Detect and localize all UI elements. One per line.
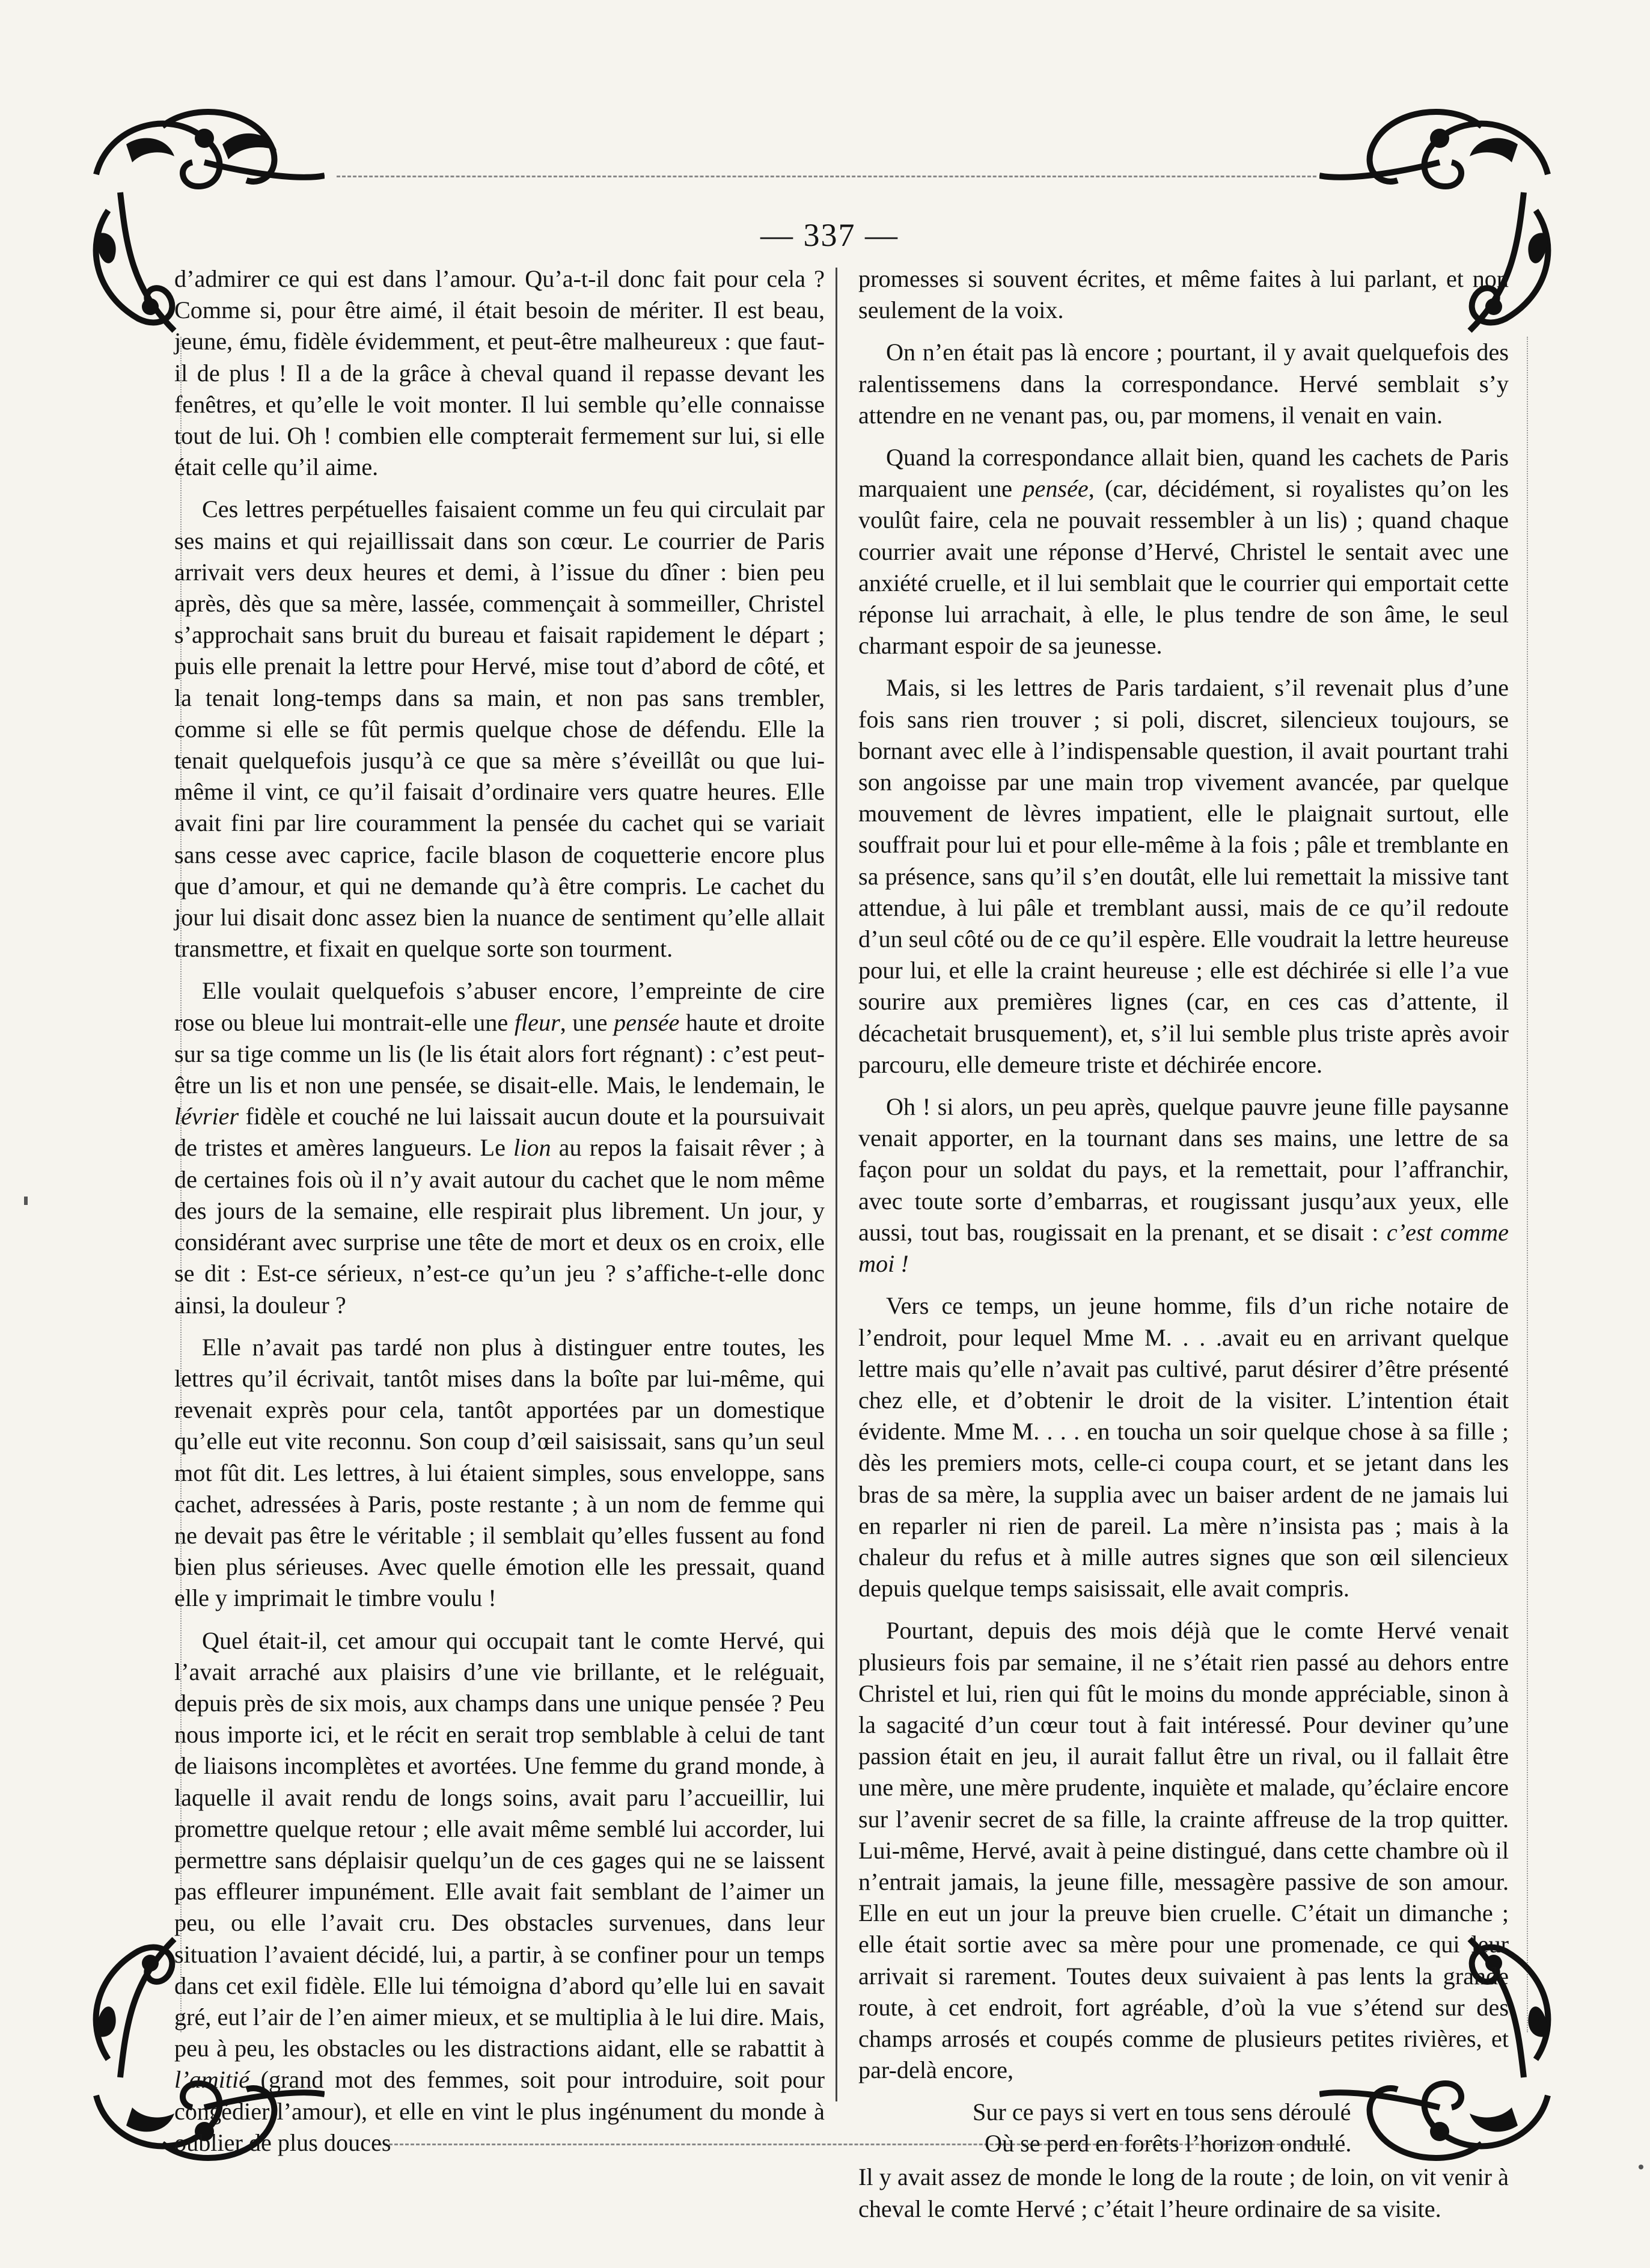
scan-speck — [24, 1197, 28, 1205]
paragraph: Oh ! si alors, un peu après, quelque pauvre jeune fille paysanne venait apporter, en la tournant dans ses mains, une lettre de sa façon pour un soldat du pays, et la remettait, pour l’affranchir, avec toute sorte d’embarras, et rougissant jusqu’aux yeux, elle aussi, tout bas, rougissait en la prenant, et se disait : c’est comme moi ! — [858, 1093, 1509, 1278]
left-column — [174, 263, 825, 2169]
paragraph: Mais, si les lettres de Paris tardaient, s’il revenait plus d’une fois sans rien trouver ; si poli, discret, silencieux toujours, se bornant avec elle à l’indispensable question, il avait pourtant trahi son angoisse par une main trop vivement avancée, par quelque mouvement de lèvres impatient, elle le plaignait surtout, elle souffrait pour lui et pour elle-même à la fois ; pâle et tremblante en sa présence, sans qu’il s’en doutât, elle lui remettait la missive tant attendue, à lui pâle et tremblant aussi, mais de ce qu’il redoute d’un seul côté ou de ce qu’il espère. Elle voudrait la lettre heureuse pour lui, et elle la craint heureuse ; elle est déchirée si elle l’a vue sourire aux premières lignes (car, en ces cas d’attente, il décachetait brusquement), et, s’il lui semble plus triste après avoir parcouru, elle demeure triste et déchirée encore. — [858, 674, 1509, 1078]
paragraph: Elle n’avait pas tardé non plus à distinguer entre toutes, les lettres qu’il écrivait, tantôt mises dans la boîte par lui-même, qui revenait exprès pour cela, tantôt apportées par un domestique qu’elle eut vite reconnu. Son coup d’œil saisissait, sans qu’un seul mot fût dit. Les lettres, à lui étaient simples, sous enveloppe, sans cachet, adressées à Paris, poste restante ; à un nom de femme qui ne devait pas être le véritable ; il semblait qu’elles fussent au fond bien plus sérieuses. Avec quelle émotion elle les pressait, quand elle y imprimait le timbre voulu ! — [174, 1333, 825, 1612]
paragraph: Pourtant, depuis des mois déjà que le comte Hervé venait plusieurs fois par semaine, il ne s’était rien passé au dehors entre Christel et lui, rien qui fût le moins du monde appréciable, sinon à la sagacité d’un cœur tout à fait intéressé. Pour deviner qu’une passion était en jeu, il aurait fallut être un rival, ou il fallait être une mère, une mère prudente, inquiète et malade, qu’éclaire encore sur l’avenir secret de sa fille, la crainte affreuse de la trop quitter. Lui-même, Hervé, avait à peine distingué, dans cette chambre où il n’entrait jamais, la jeune fille, messagère passive de son amour. Elle en eut un jour la preuve bien cruelle. C’était un dimanche ; elle était sortie avec sa mère pour une promenade, ce qui leur arrivait si rarement. Toutes deux suivaient à pas lents la grande route, à cet endroit, fort agréable, d’où la vue s’étend sur des champs arrosés et coupés comme de plusieurs petites rivières, et par-delà encore, — [858, 1617, 1509, 2084]
paragraph: promesses si souvent écrites, et même faites à lui parlant, et non seulement de la voix. — [858, 265, 1509, 324]
paragraph: Elle voulait quelquefois s’abuser encore, l’empreinte de cire rose ou bleue lui montrait-elle une fleur, une pensée haute et droite sur sa tige comme un lis (le lis était alors fort régnant) : c’est peut-être un lis et non une pensée, se disait-elle. Mais, le lendemain, le lévrier fidèle et couché ne lui laissait aucun doute et la poursuivait de tristes et amères langueurs. Le lion au repos la faisait rêver ; à de certaines fois où il n’y avait autour du cachet que le nom même des jours de la semaine, elle respirait plus librement. Un jour, y considérant avec surprise une tête de mort et deux os en croix, elle se dit : Est-ce sérieux, n’est-ce qu’un jeu ? s’affiche-t-elle donc ainsi, la douleur ? — [174, 977, 825, 1319]
column-divider — [836, 268, 837, 2101]
paragraph: Il y avait assez de monde le long de la route ; de loin, on vit venir à cheval le comte Hervé ; c’était l’heure ordinaire de sa visite. — [858, 2163, 1509, 2222]
paragraph: On n’en était pas là encore ; pourtant, il y avait quelquefois des ralentissemens dans la correspondance. Hervé semblait s’y attendre en ne venant pas, ou, par momens, il venait en vain. — [858, 339, 1509, 429]
frame-top-rule — [337, 176, 1316, 177]
verse-line: Sur ce pays si vert en tous sens déroulé — [973, 2098, 1351, 2126]
scan-speck — [1639, 2165, 1643, 2169]
frame-right-rule — [1527, 337, 1528, 2032]
paragraph: Vers ce temps, un jeune homme, fils d’un riche notaire de l’endroit, pour lequel Mme M. . . .avait eu en arrivant quelque lettre mais qu’elle n’avait pas cultivé, parut désirer d’être présenté chez elle, et d’obtenir le droit de la visiter. L’intention était évidente. Mme M. . . . en toucha un soir quelque chose à sa fille ; dès les premiers mots, celle-ci coupa court, et se jetant dans les bras de sa mère, la supplia avec un baiser ardent de ne jamais lui en reparler ni rien de pareil. La mère n’insista pas ; mais à la chaleur du refus et à mille autres signes que son œil silencieux depuis quelque temps saisissait, elle avait compris. — [858, 1292, 1509, 1602]
paragraph: Quel était-il, cet amour qui occupait tant le comte Hervé, qui l’avait arraché aux plaisirs d’une vie brillante, et le reléguait, depuis près de six mois, aux champs dans une unique pensée ? Peu nous importe ici, et le récit en serait trop semblable à celui de tant de liaisons incomplètes et avortées. Une femme du grand monde, à laquelle il avait rendu de longs soins, avait paru l’accueillir, lui promettre quelque retour ; elle avait même semblé lui accorder, lui permettre sans déplaisir quelqu’un de ces gages qui ne se laissent pas effleurer impunément. Elle avait fait semblant de l’aimer un peu, ou elle l’avait cru. Des obstacles survenues, dans leur situation l’avaient décidé, lui, a partir, à se confiner pour un temps dans cet exil fidèle. Elle lui témoigna d’abord qu’elle lui en savait gré, eut l’air de l’en aimer mieux, et se multiplia à le lui dire. Mais, peu à peu, les obstacles ou les distractions aidant, elle se rabattit à l’amitié (grand mot des femmes, soit pour introduire, soit pour congédier l’amour), et elle en vint le plus ingénument du monde à oublier de plus douces — [174, 1626, 825, 2156]
right-column — [858, 263, 1509, 2236]
paragraph: d’admirer ce qui est dans l’amour. Qu’a-t-il donc fait pour cela ? Comme si, pour être aimé, il était besoin de mériter. Il est beau, jeune, ému, fidèle évidemment, et peut-être malheureux : que faut-il de plus ! Il a de la grâce à cheval quand il repasse devant les fenêtres, et qu’elle le voit monter. Il lui semble qu’elle connaisse tout de lui. Oh ! combien elle compterait fermement sur lui, si elle était celle qu’il aime. — [174, 265, 825, 481]
verse-line: Où se perd en forêts l’horizon ondulé. — [985, 2130, 1352, 2157]
verse-quote — [858, 2097, 1509, 2159]
paragraph: Ces lettres perpétuelles faisaient comme un feu qui circulait par ses mains et qui rejaillissait dans son cœur. Le courrier de Paris arrivait vers deux heures et demi, à l’issue du dîner : bien peu après, dès que sa mère, lassée, commençait à sommeiller, Christel s’approchait sans bruit du bureau et faisait rapidement le départ ; puis elle prenait la lettre pour Hervé, mise tout d’abord de côté, et la tenait long-temps dans sa main, et non pas sans trembler, comme si elle se fût permis quelque chose de défendu. Elle la tenait quelquefois jusqu’à ce que sa mère s’éveillât ou que lui-même il vint, ce qu’il faisait d’ordinaire vers quatre heures. Elle avait fini par lire couramment la pensée du cachet qui se variait sans cesse avec caprice, facile blason de coquetterie encore plus que d’amour, et qui ne demande qu’à être compris. Le cachet du jour lui disait donc assez bien la nuance de sentiment qu’elle allait transmettre, et fixait en quelque sorte son tourment. — [174, 495, 825, 963]
page-number: — 337 — — [760, 217, 899, 253]
paragraph: Quand la correspondance allait bien, quand les cachets de Paris marquaient une pensée, (car, décidément, si royalistes qu’on les voulût faire, cela ne pouvait ressembler à un lis) ; quand chaque courrier avait une réponse d’Hervé, Christel le sentait avec une anxiété cruelle, et il lui semblait que le courrier qui emportait cette réponse lui arrachait, à elle, le plus tendre de son âme, le seul charmant espoir de sa jeunesse. — [858, 444, 1509, 660]
